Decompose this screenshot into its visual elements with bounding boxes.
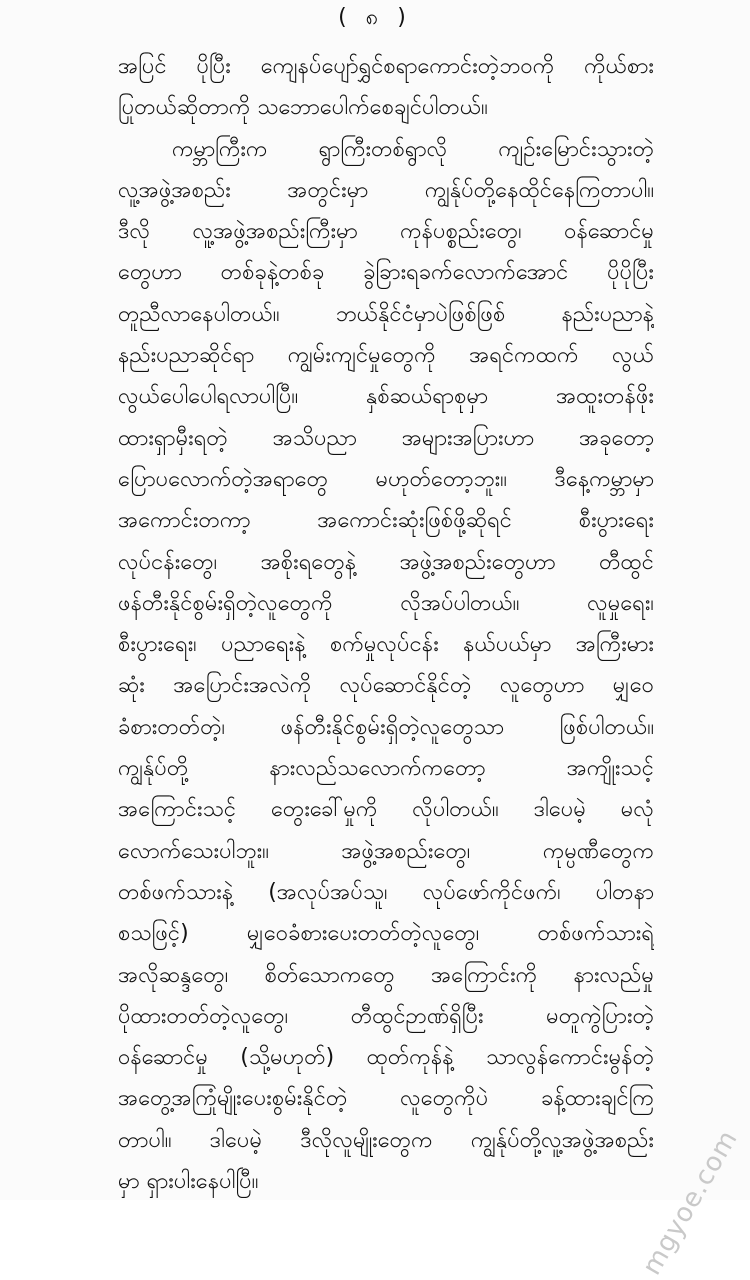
- text-line: ကမ္ဘာကြီးက ရွာကြီးတစ်ရွာလို ကျဉ်းမြောင်းသွားတဲ့: [172, 136, 654, 162]
- text-line: စသဖြင့်) မျှဝေခံစားပေးတတ်တဲ့လူတွေ၊ တစ်ဖက်သားရဲ့: [118, 921, 654, 947]
- text-line: တူညီလာနေပါတယ်။ ဘယ်နိုင်ငံမှာပဲဖြစ်ဖြစ် နည်းပညာနဲ့: [118, 301, 654, 327]
- text-line: အကောင်းတကာ့ အကောင်းဆုံးဖြစ်ဖို့ဆိုရင် စီးပွားရေး: [118, 508, 654, 534]
- text-line: လောက်သေးပါဘူး။ အဖွဲ့အစည်းတွေ၊ ကုမ္ပဏီတွေက: [118, 838, 654, 864]
- text-line: ဝန်ဆောင်မှု (သို့မဟုတ်) ထုတ်ကုန်နဲ့ သာလွန်ကောင်းမွန်တဲ့: [118, 1045, 654, 1071]
- text-line: ဖန်တီးနိုင်စွမ်းရှိတဲ့လူတွေကို လိုအပ်ပါတယ်။ လူမှုရေး၊: [118, 590, 654, 616]
- watermark: mgyoe.com: [637, 1125, 744, 1280]
- text-line: မှာ ရှားပါးနေပါပြီ။: [118, 1169, 259, 1195]
- text-line: စီးပွားရေး၊ ပညာရေးနဲ့ စက်မှုလုပ်ငန်း နယ်ပယ်မှာ အကြီးမား: [118, 632, 654, 658]
- text-line: လွယ်ပေါပေါရလာပါပြီ။ နှစ်ဆယ်ရာစုမှာ အထူးတန်ဖိုး: [118, 384, 654, 410]
- text-line: နည်းပညာဆိုင်ရာ ကျွမ်းကျင်မှုတွေကို အရင်ကထက် လွယ်: [118, 343, 654, 369]
- text-line: ပြုတယ်ဆိုတာကို သဘောပေါက်စေချင်ပါတယ်။: [118, 95, 488, 121]
- text-line: အတွေ့အကြုံမျိုးပေးစွမ်းနိုင်တဲ့ လူတွေကိုပဲ ခန့်ထားချင်ကြ: [118, 1086, 654, 1112]
- text-line: အပြင် ပိုပြီး ကျေနပ်ပျော်ရွှင်စရာကောင်းတဲ့ဘဝကို ကိုယ်စား: [118, 54, 654, 79]
- text-line: ပြောပလောက်တဲ့အရာတွေ မဟုတ်တော့ဘူး။ ဒီနေ့ကမ္ဘာမှာ: [118, 466, 654, 492]
- text-line: အလိုဆန္ဒတွေ၊ စိတ်သောကတွေ အကြောင်းကို နားလည်မှု: [118, 962, 654, 988]
- text-line: ဒီလို လူ့အဖွဲ့အစည်းကြီးမှာ ကုန်ပစ္စည်းတွေ၊ ဝန်ဆောင်မှု: [118, 219, 654, 245]
- body-text: [118, 46, 654, 1202]
- text-line: လူ့အဖွဲ့အစည်း အတွင်းမှာ ကျွန်ုပ်တို့နေထိုင်နေကြတာပါ။: [118, 177, 654, 203]
- text-line: တစ်ဖက်သားနဲ့ (အလုပ်အပ်သူ၊ လုပ်ဖော်ကိုင်ဖက်၊ ပါတနာ: [118, 879, 654, 905]
- text-line: တွေဟာ တစ်ခုနဲ့တစ်ခု ခွဲခြားရခက်လောက်အောင် ပိုပိုပြီး: [118, 260, 654, 286]
- page-number: ( ၈ ): [338, 5, 412, 30]
- text-line: ထားရှာမှီးရတဲ့ အသိပညာ အများအပြားဟာ အခုတော့: [118, 425, 654, 451]
- text-line: ပိုထားတတ်တဲ့လူတွေ၊ တီထွင်ဉာဏ်ရှိပြီး မတူကွဲပြားတဲ့: [118, 1003, 654, 1029]
- text-line: ကျွန်ုပ်တို့ နားလည်သလောက်ကတော့ အကျိုးသင့်: [118, 756, 654, 782]
- text-line: အကြောင်းသင့် တွေးခေါ်မှုကို လိုပါတယ်။ ဒါပေမဲ့ မလုံ: [118, 797, 654, 823]
- text-line: လုပ်ငန်းတွေ၊ အစိုးရတွေနဲ့ အဖွဲ့အစည်းတွေဟာ တီထွင်: [118, 549, 654, 575]
- text-line: ဆုံး အပြောင်းအလဲကို လုပ်ဆောင်နိုင်တဲ့ လူတွေဟာ မျှဝေ: [118, 673, 654, 699]
- text-line: ခံစားတတ်တဲ့၊ ဖန်တီးနိုင်စွမ်းရှိတဲ့လူတွေသာ ဖြစ်ပါတယ်။: [118, 714, 654, 740]
- text-line: တာပါ။ ဒါပေမဲ့ ဒီလိုလူမျိုးတွေက ကျွန်ုပ်တို့လူ့အဖွဲ့အစည်း: [118, 1127, 654, 1153]
